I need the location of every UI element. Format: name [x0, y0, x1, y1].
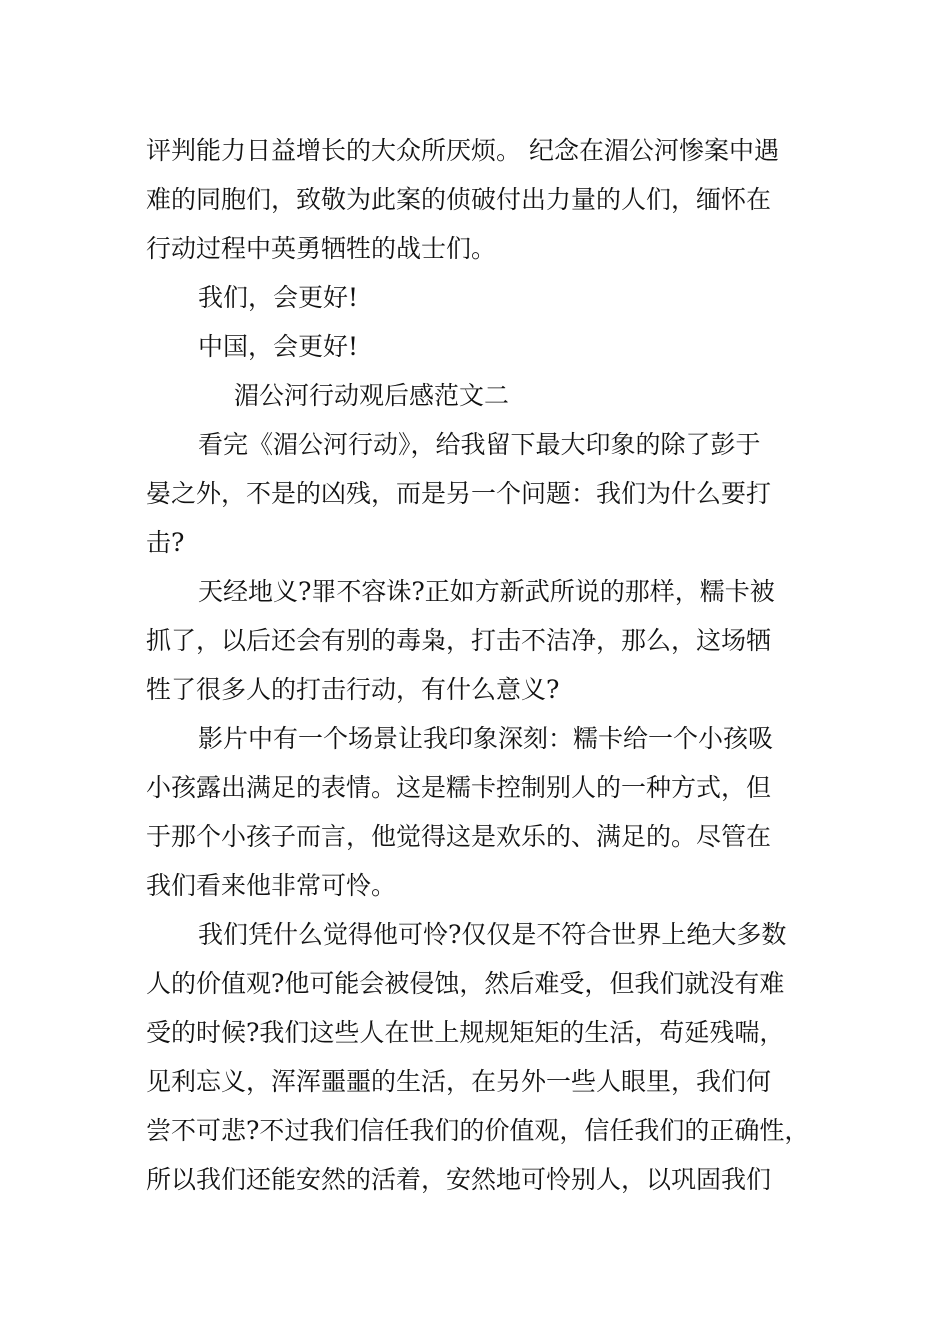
text-line: 受的时候?我们这些人在世上规规矩矩的生活，苟延残喘， [146, 1018, 785, 1047]
text-line: 影片中有一个场景让我印象深刻：糯卡给一个小孩吸 [198, 724, 774, 753]
text-line: 尝不可悲?不过我们信任我们的价值观，信任我们的正确性， [146, 1116, 810, 1145]
text-line: 牲了很多人的打击行动，有什么意义? [146, 675, 560, 704]
text-line: 行动过程中英勇牺牲的战士们。 [146, 234, 497, 263]
text-line: 我们凭什么觉得他可怜?仅仅是不符合世界上绝大多数 [198, 920, 787, 949]
section-heading: 湄公河行动观后感范文二 [234, 381, 510, 410]
text-line: 我们，会更好! [198, 283, 359, 312]
text-line: 难的同胞们，致敬为此案的侦破付出力量的人们，缅怀在 [146, 185, 772, 214]
text-line: 晏之外，不是的凶残，而是另一个问题：我们为什么要打 [146, 479, 772, 508]
body-text [146, 126, 836, 1204]
text-line: 击? [146, 528, 185, 557]
text-line: 小孩露出满足的表情。这是糯卡控制别人的一种方式，但 [146, 773, 772, 802]
text-line: 所以我们还能安然的活着，安然地可怜别人，以巩固我们 [146, 1165, 772, 1194]
text-line: 中国，会更好! [198, 332, 359, 361]
text-line: 见利忘义，浑浑噩噩的生活，在另外一些人眼里，我们何 [146, 1067, 772, 1096]
text-line: 我们看来他非常可怜。 [146, 871, 397, 900]
text-line: 于那个小孩子而言，他觉得这是欢乐的、满足的。尽管在 [146, 822, 772, 851]
text-line: 抓了，以后还会有别的毒枭，打击不洁净，那么，这场牺 [146, 626, 772, 655]
text-line: 评判能力日益增长的大众所厌烦。 纪念在湄公河惨案中遇 [146, 136, 779, 165]
text-line: 人的价值观?他可能会被侵蚀，然后难受，但我们就没有难 [146, 969, 785, 998]
text-line: 天经地义?罪不容诛?正如方新武所说的那样，糯卡被 [198, 577, 775, 606]
text-line: 看完《湄公河行动》，给我留下最大印象的除了彭于 [198, 430, 761, 459]
